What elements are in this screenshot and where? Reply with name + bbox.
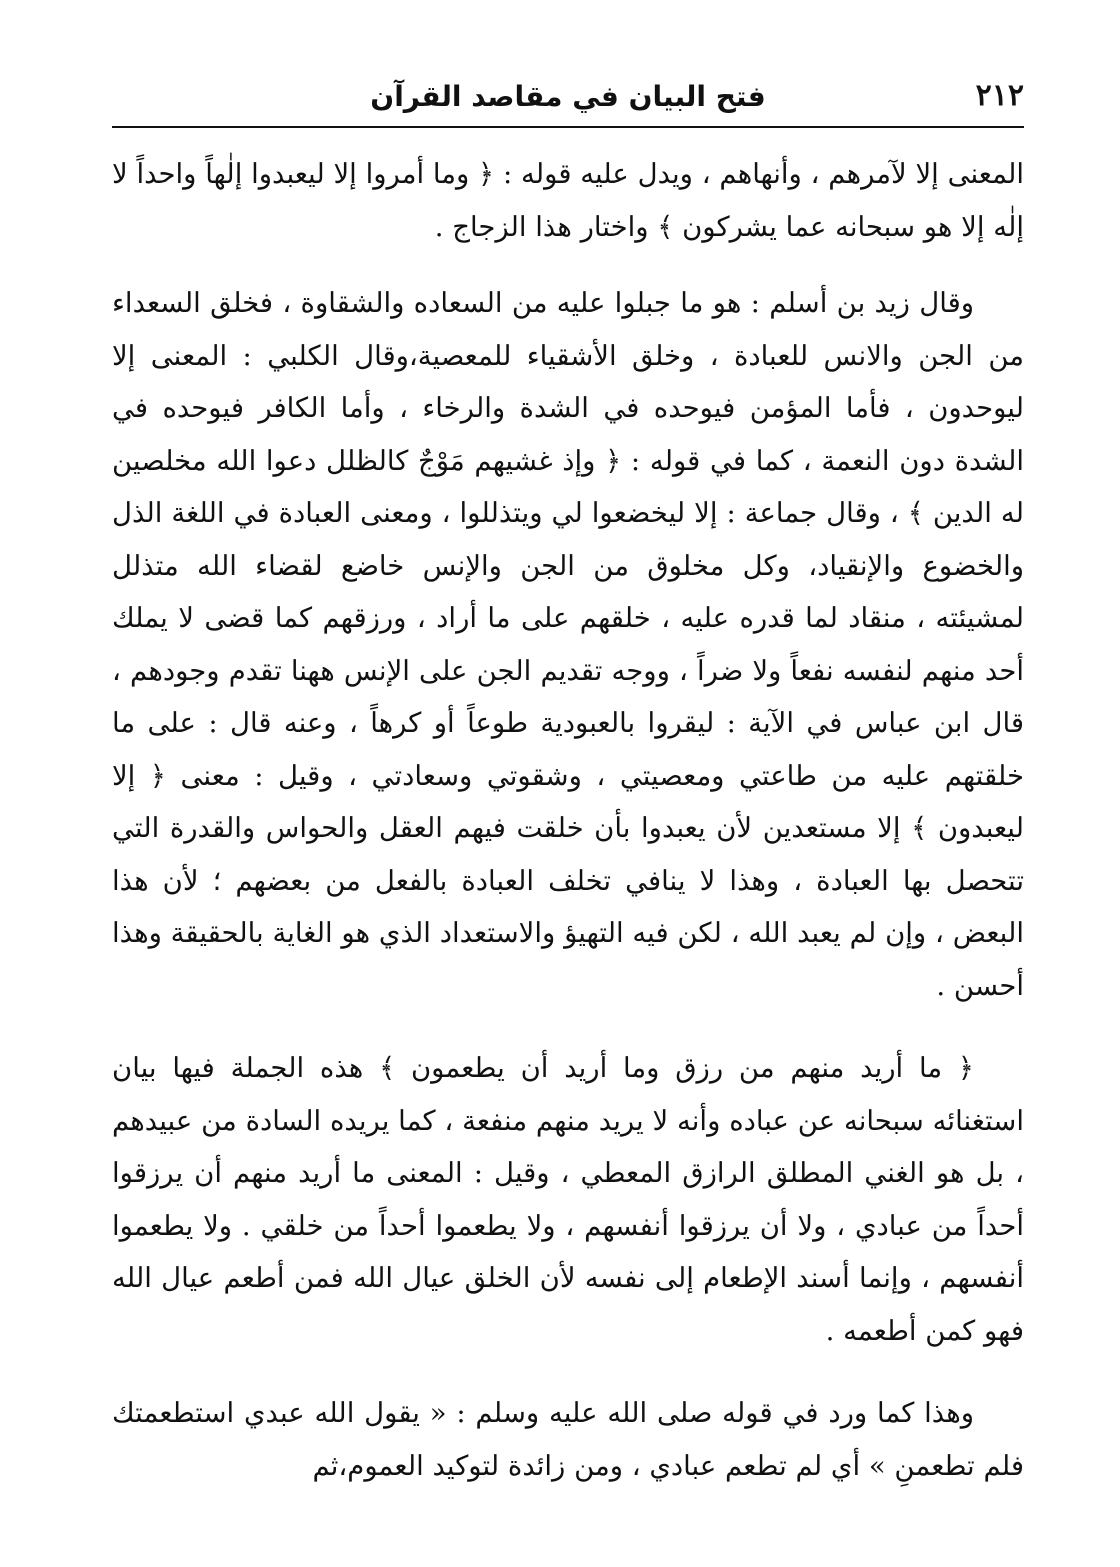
body-text: [112, 148, 1024, 1492]
header-divider: [112, 126, 1024, 128]
page-number: ٢١٢: [975, 78, 1024, 113]
running-title: فتح البيان في مقاصد القرآن: [370, 80, 766, 113]
page-header: [112, 72, 1024, 126]
paragraph-1: المعنى إلا لآمرهم ، وأنهاهم ، ويدل عليه قوله : ﴿ وما أمروا إلا ليعبدوا إلٰهاً واحداً لا إلٰه إلا هو سبحانه عما يشركون ﴾ واختار هذا الزجاج .: [112, 158, 1024, 243]
paragraph-3: ﴿ ما أريد منهم من رزق وما أريد أن يطعمون ﴾ هذه الجملة فيها بيان استغنائه سبحانه عن عباده وأنه لا يريد منهم منفعة ، كما يريده السادة من عبيدهم ، بل هو الغني المطلق الرازق المعطي ، وقيل : المعنى ما أريد منهم أن يرزقوا أحداً من عبادي ، ولا أن يرزقوا أنفسهم ، ولا يطعموا أحداً من خلقي . ولا يطعموا أنفسهم ، وإنما أسند الإطعام إلى نفسه لأن الخلق عيال الله فمن أطعم عيال الله فهو كمن أطعمه .: [112, 1052, 1024, 1347]
paragraph-2: وقال زيد بن أسلم : هو ما جبلوا عليه من السعاده والشقاوة ، فخلق السعداء من الجن والانس للعبادة ، وخلق الأشقياء للمعصية،وقال الكلبي : المعنى إلا ليوحدون ، فأما المؤمن فيوحده في الشدة والرخاء ، وأما الكافر فيوحده في الشدة دون النعمة ، كما في قوله : ﴿ وإذ غشيهم مَوْجٌ كالظلل دعوا الله مخلصين له الدين ﴾ ، وقال جماعة : إلا ليخضعوا لي ويتذللوا ، ومعنى العبادة في اللغة الذل والخضوع والإنقياد، وكل مخلوق من الجن والإنس خاضع لقضاء الله متذلل لمشيئته ، منقاد لما قدره عليه ، خلقهم على ما أراد ، ورزقهم كما قضى لا يملك أحد منهم لنفسه نفعاً ولا ضراً ، ووجه تقديم الجن على الإنس ههنا تقدم وجودهم ، قال ابن عباس في الآية : ليقروا بالعبودية طوعاً أو كرهاً ، وعنه قال : على ما خلقتهم عليه من طاعتي ومعصيتي ، وشقوتي وسعادتي ، وقيل : معنى ﴿ إلا ليعبدون ﴾ إلا مستعدين لأن يعبدوا بأن خلقت فيهم العقل والحواس والقدرة التي تتحصل بها العبادة ، وهذا لا ينافي تخلف العبادة بالفعل من بعضهم ؛ لأن هذا البعض ، وإن لم يعبد الله ، لكن فيه التهيؤ والاستعداد الذي هو الغاية بالحقيقة وهذا أحسن .: [112, 287, 1024, 1002]
paragraph-4: وهذا كما ورد في قوله صلى الله عليه وسلم : « يقول الله عبدي استطعمتك فلم تطعمنِ » أي لم تطعم عبادي ، ومن زائدة لتوكيد العموم،ثم: [112, 1397, 1024, 1482]
